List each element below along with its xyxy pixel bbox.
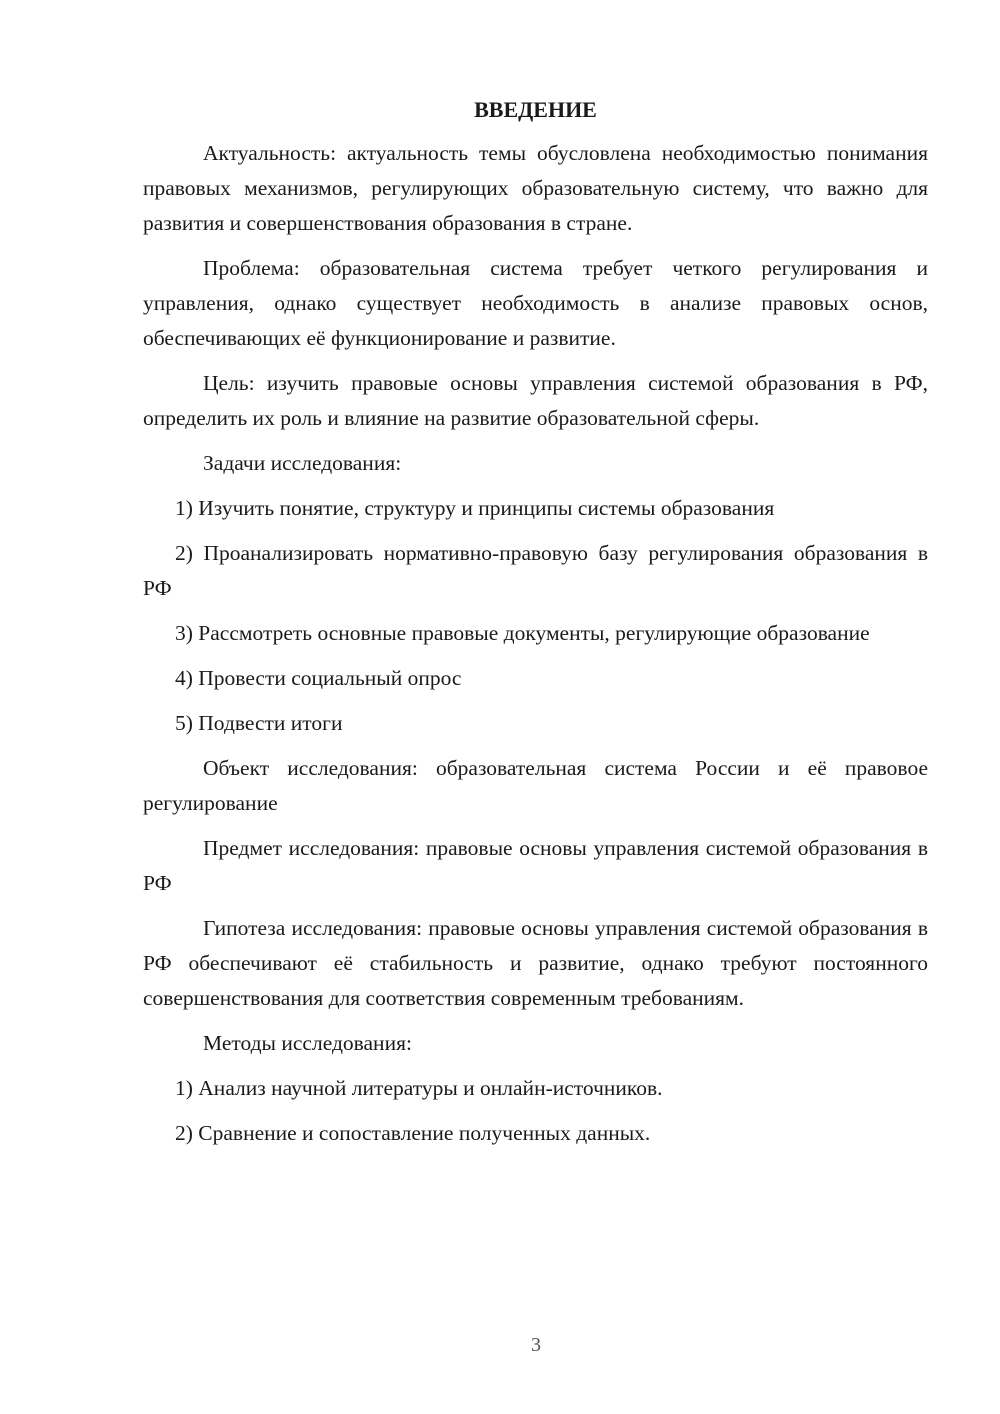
relevance-paragraph: Актуальность: актуальность темы обусловлена необходимостью понимания правовых механизмов, регулирующих образовательную систему, что важно для развития и совершенствования образования в стране.: [143, 141, 928, 235]
task-item-1: 1) Изучить понятие, структуру и принципы системы образования: [175, 496, 775, 520]
tasks-heading: Задачи исследования:: [203, 451, 402, 475]
object-paragraph: Объект исследования: образовательная система России и её правовое регулирование: [143, 756, 928, 815]
problem-paragraph: Проблема: образовательная система требует четкого регулирования и управления, однако существует необходимость в анализе правовых основ, обеспечивающих её функционирование и развитие.: [143, 256, 928, 350]
section-heading: ВВЕДЕНИЕ: [474, 97, 597, 122]
method-item-2: 2) Сравнение и сопоставление полученных данных.: [175, 1121, 651, 1145]
methods-heading: Методы исследования:: [203, 1031, 412, 1055]
subject-paragraph: Предмет исследования: правовые основы управления системой образования в РФ: [143, 836, 928, 895]
task-item-3: 3) Рассмотреть основные правовые документы, регулирующие образование: [175, 621, 870, 645]
task-item-5: 5) Подвести итоги: [175, 711, 343, 735]
document-page: [143, 94, 928, 1161]
hypothesis-paragraph: Гипотеза исследования: правовые основы управления системой образования в РФ обеспечивают её стабильность и развитие, однако требуют постоянного совершенствования для соответствия современным требованиям.: [143, 916, 928, 1010]
method-item-1: 1) Анализ научной литературы и онлайн-источников.: [175, 1076, 663, 1100]
task-item-2: 2) Проанализировать нормативно-правовую базу регулирования образования в РФ: [143, 541, 928, 600]
goal-paragraph: Цель: изучить правовые основы управления системой образования в РФ, определить их роль и влияние на развитие образовательной сферы.: [143, 371, 928, 430]
task-item-4: 4) Провести социальный опрос: [175, 666, 462, 690]
page-number: 3: [531, 1334, 541, 1356]
